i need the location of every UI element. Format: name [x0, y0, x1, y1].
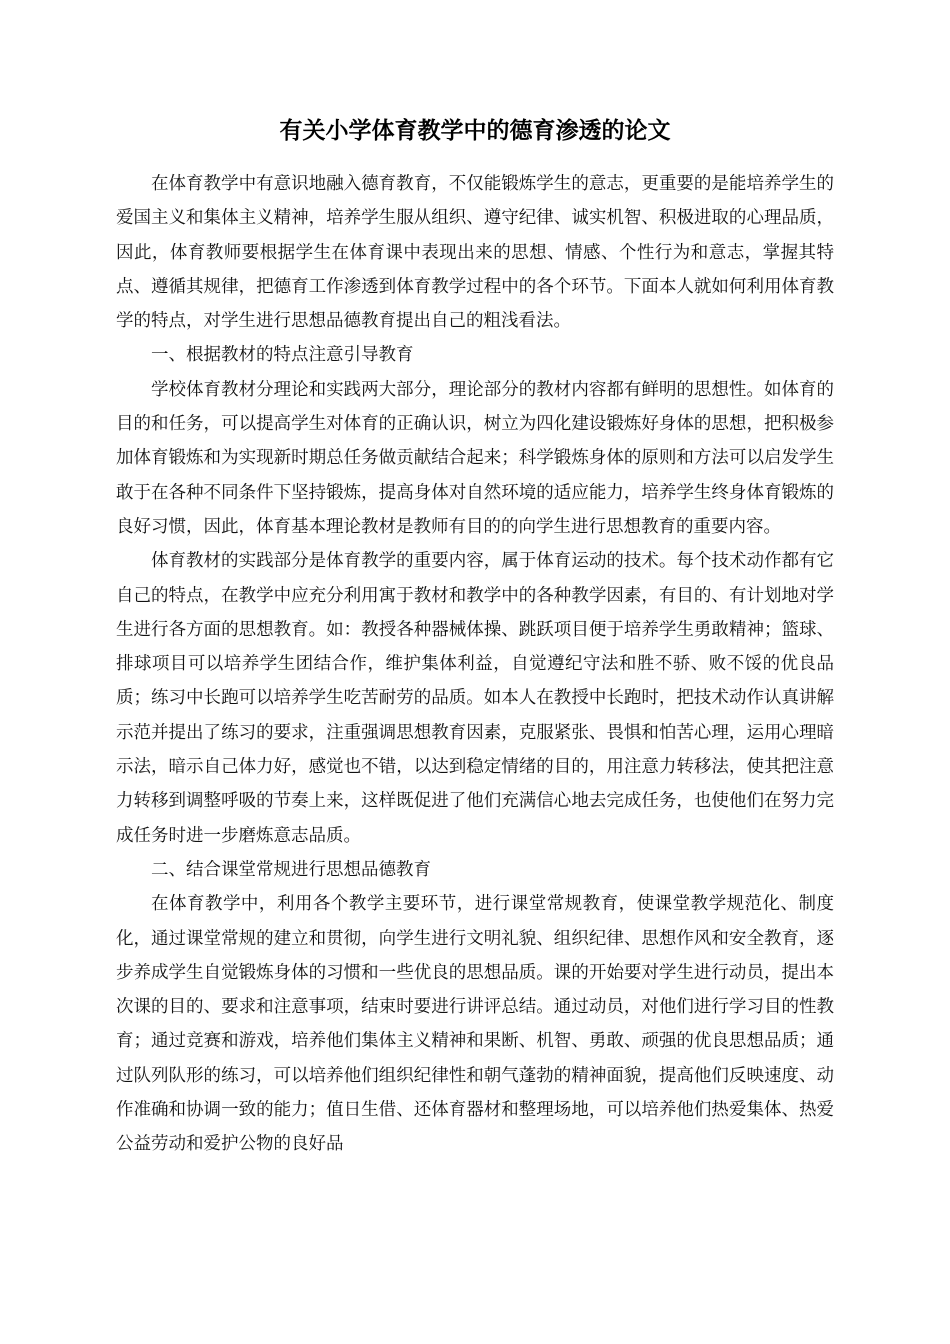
document-title: 有关小学体育教学中的德育渗透的论文	[279, 118, 671, 144]
paragraph-classroom-routine: 在体育教学中，利用各个教学主要环节，进行课堂常规教育，使课堂教学规范化、制度化，通过课堂常规的建立和贯彻，向学生进行文明礼貌、组织纪律、思想作风和安全教育，逐步养成学生自觉锻炼身体的习惯和一些优良的思想品质。课的开始要对学生进行动员，提出本次课的目的、要求和注意事项，结束时要进行讲评总结。通过动员，对他们进行学习目的性教育；通过竞赛和游戏，培养他们集体主义精神和果断、机智、勇敢、顽强的优良思想品质；通过队列队形的练习，可以培养他们组织纪律性和朝气蓬勃的精神面貌，提高他们反映速度、动作准确和协调一致的能力；值日生借、还体育器材和整理场地，可以培养他们热爱集体、热爱公益劳动和爱护公物的良好品	[116, 894, 834, 1155]
document-body	[116, 167, 834, 1162]
paragraph-practice: 体育教材的实践部分是体育教学的重要内容，属于体育运动的技术。每个技术动作都有它自己的特点，在教学中应充分利用寓于教材和教学中的各种教学因素，有目的、有计划地对学生进行各方面的思想教育。如：教授各种器械体操、跳跃项目便于培养学生勇敢精神；篮球、排球项目可以培养学生团结合作，维护集体利益，自觉遵纪守法和胜不骄、败不馁的优良品质；练习中长跑可以培养学生吃苦耐劳的品质。如本人在教授中长跑时，把技术动作认真讲解示范并提出了练习的要求，注重强调思想教育因素，克服紧张、畏惧和怕苦心理，运用心理暗示法，暗示自己体力好，感觉也不错，以达到稳定情绪的目的，用注意力转移法，使其把注意力转移到调整呼吸的节奏上来，这样既促进了他们充满信心地去完成任务，也使他们在努力完成任务时进一步磨炼意志品质。	[116, 551, 834, 846]
paragraph-theory: 学校体育教材分理论和实践两大部分，理论部分的教材内容都有鲜明的思想性。如体育的目的和任务，可以提高学生对体育的正确认识，树立为四化建设锻炼好身体的思想，把积极参加体育锻炼和为实现新时期总任务做贡献结合起来；科学锻炼身体的原则和方法可以启发学生敢于在各种不同条件下坚持锻炼，提高身体对自然环境的适应能力，培养学生终身体育锻炼的良好习惯，因此，体育基本理论教材是教师有目的的向学生进行思想教育的重要内容。	[116, 379, 834, 537]
paragraph-intro: 在体育教学中有意识地融入德育教育，不仅能锻炼学生的意志，更重要的是能培养学生的爱国主义和集体主义精神，培养学生服从组织、遵守纪律、诚实机智、积极进取的心理品质，因此，体育教师要根据学生在体育课中表现出来的思想、情感、个性行为和意志，掌握其特点、遵循其规律，把德育工作渗透到体育教学过程中的各个环节。下面本人就如何利用体育教学的特点，对学生进行思想品德教育提出自己的粗浅看法。	[116, 174, 834, 332]
section-heading-2: 二、结合课堂常规进行思想品德教育	[151, 859, 431, 880]
section-heading-1: 一、根据教材的特点注意引导教育	[151, 345, 414, 366]
